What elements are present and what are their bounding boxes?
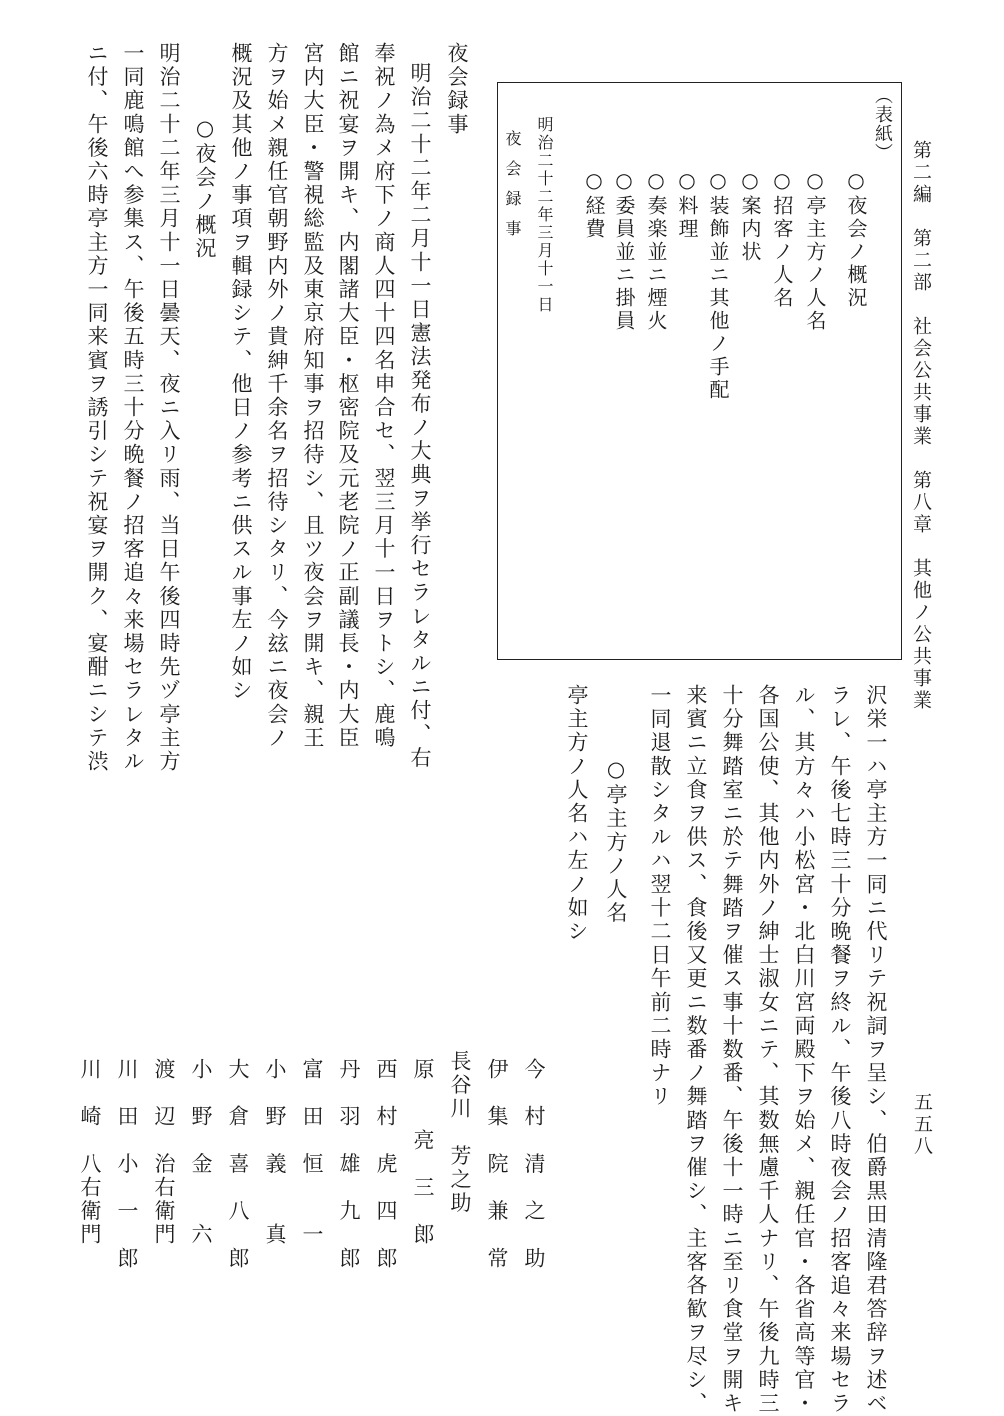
host-name: 大 倉 喜 八 郎: [226, 1058, 250, 1271]
overview-line: 一同退散シタルハ翌十二日午前二時ナリ: [648, 684, 672, 1109]
host-name: 長谷川 芳之助: [448, 1050, 472, 1216]
cover-item-1: ○夜会ノ概況: [844, 168, 868, 310]
overview-line: 一同鹿鳴館へ参集ス、午後五時三十分晩餐ノ招客追々来場セラレタル: [121, 42, 145, 774]
intro-line: 奉祝ノ為メ府下ノ商人四十四名申合セ、翌三月十一日ヲトシ、鹿鳴: [372, 42, 396, 750]
host-name: 川 田 小 一 郎: [115, 1058, 139, 1271]
cover-item-9: ○経費: [582, 168, 606, 241]
cover-item-2: ○亭主方ノ人名: [803, 168, 827, 333]
host-name: 伊 集 院 兼 常: [485, 1058, 509, 1271]
cover-label: （表紙）: [872, 86, 893, 162]
cover-item-4: ○案内状: [738, 168, 762, 264]
host-name: 丹 羽 雄 九 郎: [337, 1058, 361, 1271]
section-heading-overview: ○夜会ノ概況: [193, 116, 217, 261]
overview-line: 沢栄一ハ亭主方一同ニ代リテ祝詞ヲ呈シ、伯爵黒田清隆君答辞ヲ述ベ: [864, 684, 888, 1416]
page-number: 五五八: [911, 1092, 933, 1158]
cover-item-6: ○料理: [675, 168, 699, 241]
cover-item-8: ○委員並ニ掛員: [612, 168, 636, 333]
overview-line: 十分舞踏室ニ於テ舞踏ヲ催ス事十数番、午後十一時ニ至リ食堂ヲ開キ: [720, 684, 744, 1416]
running-header: 第二編 第二部 社会公共事業 第八章 其他ノ公共事業: [910, 140, 932, 712]
cover-box: [497, 82, 902, 660]
host-name: 小 野 義 真: [263, 1058, 287, 1247]
host-name: 小 野 金 六: [189, 1058, 213, 1247]
overview-line: 各国公使、其他内外ノ紳士淑女ニテ、其数無慮千人ナリ、午後九時三: [756, 684, 780, 1416]
cover-item-7: ○奏楽並ニ煙火: [644, 168, 668, 333]
host-name: 川 崎 八右衛門: [78, 1058, 102, 1247]
host-name: 富 田 恒 一: [300, 1058, 324, 1247]
intro-line: 宮内大臣・警視総監及東京府知事ヲ招待シ、且ツ夜会ヲ開キ、親王: [301, 42, 325, 750]
host-name: 今 村 清 之 助: [522, 1058, 546, 1271]
section-heading-hosts: ○亭主方ノ人名: [604, 757, 628, 926]
intro-line: 館ニ祝宴ヲ開キ、内閣諸大臣・枢密院及元老院ノ正副議長・内大臣: [336, 42, 360, 750]
overview-line: 明治二十二年三月十一日曇天、夜ニ入リ雨、当日午後四時先ヅ亭主方: [157, 42, 181, 774]
overview-line: 来賓ニ立食ヲ供ス、食後又更ニ数番ノ舞踏ヲ催シ、主客各歓ヲ尽シ、: [684, 684, 708, 1416]
cover-title: 夜会録事: [503, 130, 522, 250]
overview-line: ラレ、午後七時三十分晩餐ヲ終ル、午後八時夜会ノ招客追々来場セラ: [828, 684, 852, 1416]
cover-date: 明治二十二年三月十一日: [535, 116, 554, 314]
intro-line: 明治二十二年二月十一日憲法発布ノ大典ヲ挙行セラレタルニ付、右: [408, 62, 432, 770]
intro-line: 方ヲ始メ親任官朝野内外ノ貴紳千余名ヲ招待シタリ、今玆ニ夜会ノ: [265, 42, 289, 750]
hosts-intro: 亭主方ノ人名ハ左ノ如シ: [565, 684, 589, 944]
overview-line: ル、其方々ハ小松宮・北白川宮両殿下ヲ始メ、親任官・各省高等官・: [792, 684, 816, 1416]
cover-item-3: ○招客ノ人名: [770, 168, 794, 310]
host-name: 西 村 虎 四 郎: [374, 1058, 398, 1271]
document-title: 夜会録事: [445, 42, 469, 137]
host-name: 渡 辺 治右衛門: [152, 1058, 176, 1247]
intro-line: 概況及其他ノ事項ヲ輯録シテ、他日ノ参考ニ供スル事左ノ如シ: [229, 42, 253, 703]
overview-line: ニ付、午後六時亭主方一同来賓ヲ誘引シテ祝宴ヲ開ク、宴酣ニシテ渋: [85, 42, 109, 774]
cover-item-5: ○装飾並ニ其他ノ手配: [706, 168, 730, 402]
host-name: 原 亮 三 郎: [411, 1058, 435, 1247]
